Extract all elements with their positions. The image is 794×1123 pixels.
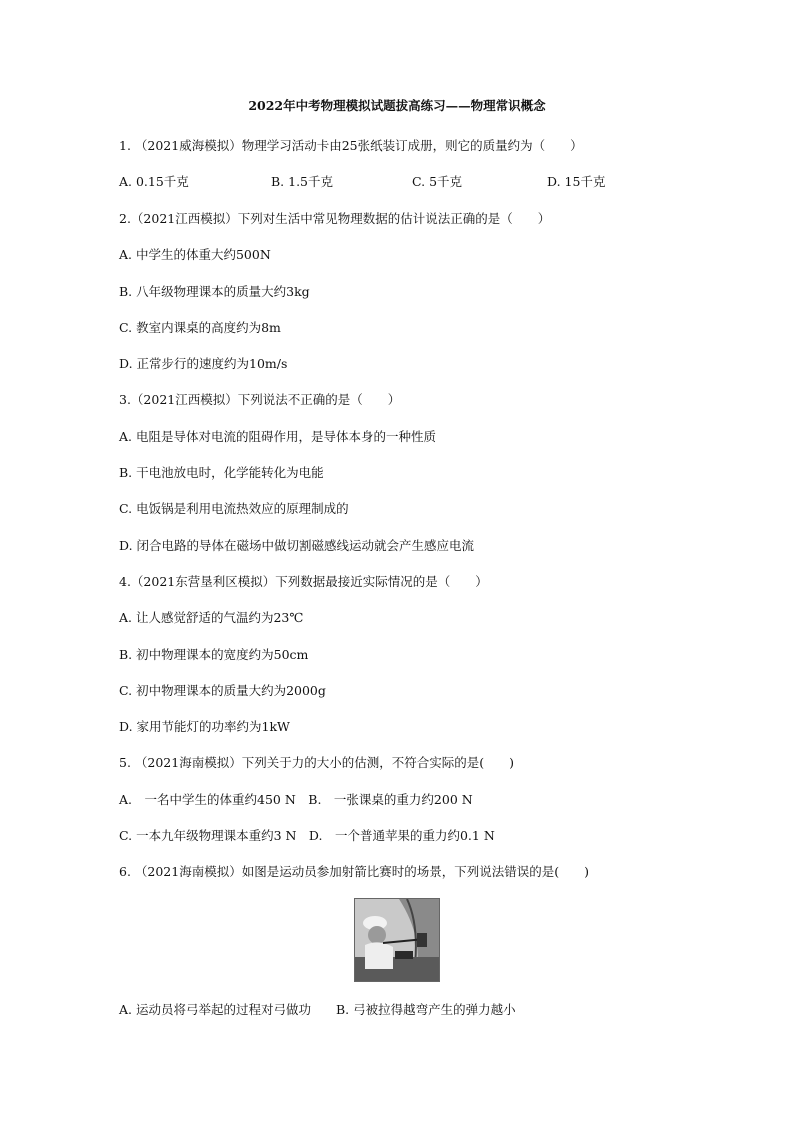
q2-option-b: B. 八年级物理课本的质量大约3kg [119,284,310,299]
page-title: 2022年中考物理模拟试题拔高练习——物理常识概念 [248,98,546,113]
q2-option-a: A. 中学生的体重大约500N [119,247,271,262]
q1-option-a: A. 0.15千克 [119,174,189,189]
q3-option-d: D. 闭合电路的导体在磁场中做切割磁感线运动就会产生感应电流 [119,538,475,553]
archer-photo [354,898,440,982]
q2-option-c: C. 教室内课桌的高度约为8m [119,320,281,335]
question-1-stem: 1. （2021威海模拟）物理学习活动卡由25张纸装订成册，则它的质量约为（ ） [119,138,583,153]
q3-option-a: A. 电阻是导体对电流的阻碍作用，是导体本身的一种性质 [119,429,436,444]
question-2-stem: 2.（2021江西模拟）下列对生活中常见物理数据的估计说法正确的是（ ） [119,211,551,226]
question-5-stem: 5. （2021海南模拟）下列关于力的大小的估测，不符合实际的是( ) [119,755,514,770]
q5-options-row-2: C. 一本九年级物理课本重约3 N D. 一个普通苹果的重力约0.1 N [119,828,495,843]
q4-option-b: B. 初中物理课本的宽度约为50cm [119,647,309,662]
q1-option-d: D. 15千克 [547,174,606,189]
q3-option-c: C. 电饭锅是利用电流热效应的原理制成的 [119,501,349,516]
q1-option-b: B. 1.5千克 [271,174,334,189]
question-4-stem: 4.（2021东营垦利区模拟）下列数据最接近实际情况的是（ ） [119,574,488,589]
q1-option-c: C. 5千克 [412,174,463,189]
q4-option-c: C. 初中物理课本的质量大约为2000g [119,683,326,698]
question-3-stem: 3.（2021江西模拟）下列说法不正确的是（ ） [119,392,401,407]
q3-option-b: B. 干电池放电时，化学能转化为电能 [119,465,324,480]
question-6-stem: 6. （2021海南模拟）如图是运动员参加射箭比赛时的场景，下列说法错误的是( ) [119,864,589,879]
q2-option-d: D. 正常步行的速度约为10m/s [119,356,288,371]
archer-photo-image [355,899,439,981]
q4-option-a: A. 让人感觉舒适的气温约为23℃ [119,610,304,625]
q5-options-row-1: A. 一名中学生的体重约450 N B. 一张课桌的重力约200 N [119,792,473,807]
q4-option-d: D. 家用节能灯的功率约为1kW [119,719,290,734]
q6-options-row-1: A. 运动员将弓举起的过程对弓做功 B. 弓被拉得越弯产生的弹力越小 [119,1002,516,1017]
